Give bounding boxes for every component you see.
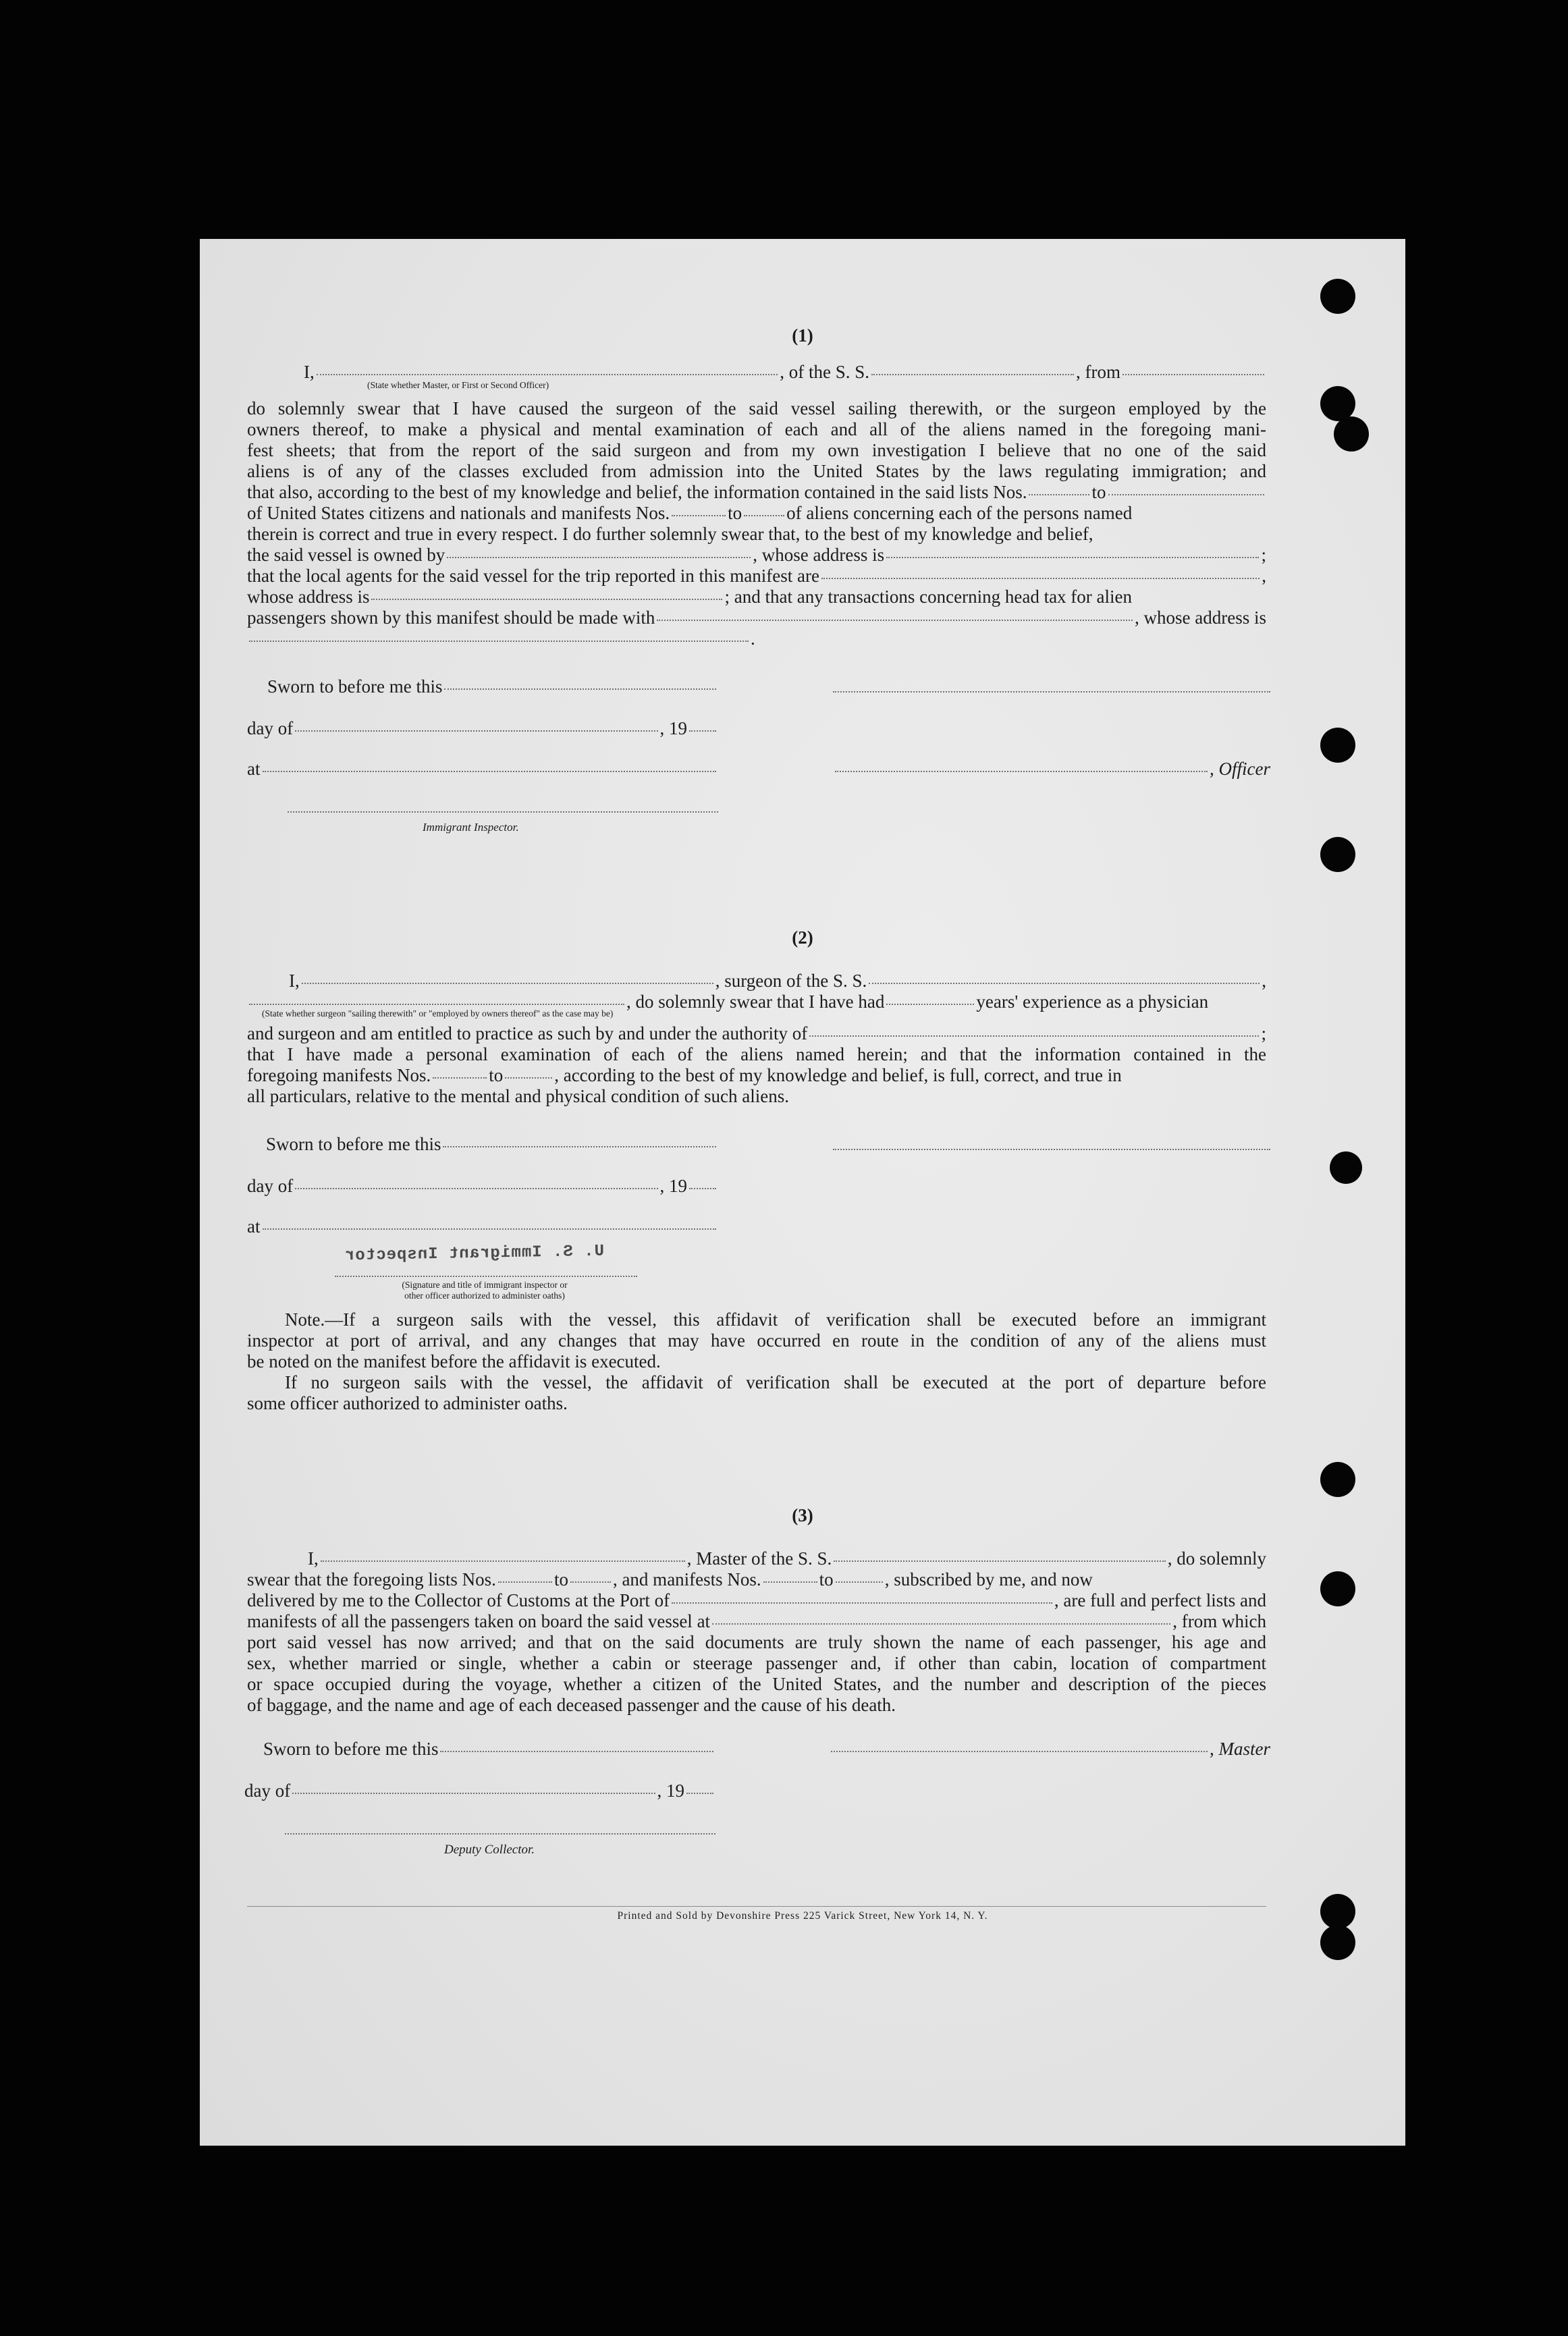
s1-inspector-label: Immigrant Inspector. (423, 821, 519, 834)
from-port-field[interactable] (1123, 374, 1264, 375)
s3-lists-from-field[interactable] (498, 1581, 552, 1583)
s1-sworn-day-field[interactable] (444, 688, 716, 690)
section-3-number: (3) (792, 1505, 813, 1525)
head-tax-contact-field[interactable] (657, 620, 1133, 621)
s2-month-field[interactable] (295, 1188, 657, 1189)
manifests-from-field[interactable] (672, 515, 726, 516)
footer-rule (247, 1906, 1266, 1907)
punch-hole (1320, 1462, 1355, 1497)
s1-officer-line: , Officer (833, 759, 1270, 780)
section-1-header-line: I, , of the S. S. , from (State whether Master, or First or Second Officer) (247, 362, 1266, 391)
agents-address-field[interactable] (371, 599, 722, 600)
years-experience-field[interactable] (886, 1004, 974, 1005)
s2-signature-note: (Signature and title of immigrant inspector or other officer authorized to administer oaths) (402, 1280, 568, 1301)
s2-sworn-day-field[interactable] (443, 1146, 716, 1147)
punch-hole (1320, 728, 1355, 763)
s2-day-line: day of , 19 (247, 1176, 718, 1197)
local-agents-field[interactable] (821, 578, 1260, 579)
master-name-field[interactable] (317, 374, 778, 375)
s2-year-field[interactable] (689, 1188, 716, 1189)
section-3-oath-text: port said vessel has now arrived; and that on the said documents are truly shown the name of each passenger, his age and sex, whether married or single, whether a cabin or steerage passenger and, if other than cabin, location of compartment or space occupied during the voyage, whether a citizen of the United States, and the number and description of the pieces of baggage, and the name and age of each deceased passenger and the cause of his death. (247, 1632, 1266, 1715)
s3-sworn-day-field[interactable] (440, 1751, 713, 1752)
surgeon-status-field[interactable] (249, 1004, 624, 1005)
section-3-fields: I, , Master of the S. S. , do solemnly swear that the foregoing lists Nos. to , and manifests Nos. to , subscribed by me, and now delivered by me to the Collector of Customs at the Port of , are full and perfect lists and manifests of all the passengers taken on board the said vessel at , from which (247, 1548, 1266, 1631)
s3-manifests-from-field[interactable] (763, 1581, 817, 1583)
lists-from-field[interactable] (1029, 494, 1089, 495)
section-2-number: (2) (792, 927, 813, 948)
punch-hole (1320, 1571, 1355, 1606)
s3-vessel-field[interactable] (834, 1560, 1166, 1562)
s2-sworn-line: Sworn to before me this (266, 1134, 718, 1155)
owner-field[interactable] (447, 557, 751, 558)
s3-master-signature-field[interactable] (831, 1751, 1208, 1752)
punch-hole (1320, 1925, 1355, 1960)
manifest-back-page (200, 239, 1405, 2146)
owner-address-field[interactable] (886, 557, 1259, 558)
manifests-to-field[interactable] (744, 515, 784, 516)
contact-address-field[interactable] (249, 641, 749, 642)
printer-credit: Printed and Sold by Devonshire Press 225 Varick Street, New York 14, N. Y. (617, 1910, 988, 1922)
s3-collector-signature-field[interactable] (285, 1833, 715, 1835)
punch-hole (1330, 1151, 1362, 1184)
punch-hole (1320, 837, 1355, 872)
s3-day-line: day of , 19 (244, 1781, 715, 1801)
s2-vessel-field[interactable] (869, 983, 1260, 984)
s1-officer-signature-field[interactable] (835, 771, 1208, 772)
section-1-oath-text: do solemnly swear that I have caused the surgeon of the said vessel sailing therewith, or the surgeon employed by the owners thereof, to make a physical and mental examination of each and all of the aliens named in the foregoing mani- fest sheets; that from the report of the said surgeon and from my own investigation I believe that no one of the said aliens is of any of the classes excluded from admission into the United States by the laws regulating immigration; and (247, 398, 1266, 481)
s1-master-signature-field[interactable] (833, 691, 1270, 692)
authority-field[interactable] (809, 1035, 1259, 1037)
surgeon-note: Note.—If a surgeon sails with the vessel, this affidavit of verification shall be executed before an immigrant inspector at port of arrival, and any changes that may have occurred en route in the condition of any of the aliens must be noted on the manifest before the affidavit is executed. If no surgeon sails with the vessel, the affidavit of verification shall be executed at the port of departure before some officer authorized to administer oaths. (247, 1309, 1266, 1413)
section-2-fields: I, , surgeon of the S. S. , , do solemnly swear that I have had years' experience as a physician (State whether surgeon "sailing therewith" or "employed by owners thereof" as the case may be) and surgeon and am entitled to practice as such by and under the authority of ; that I have made a personal examination of each of the aliens named herein; and that the information contained in the foregoing manifests Nos. to , according to the best of my knowledge and belief, is full, correct, and true in all particulars, relative to the mental and physical condition of such aliens. (247, 971, 1266, 1106)
s1-inspector-signature-field[interactable] (288, 811, 718, 813)
s3-lists-to-field[interactable] (570, 1581, 611, 1583)
section-1-number: (1) (792, 325, 813, 346)
s3-manifests-to-field[interactable] (836, 1581, 883, 1583)
s2-manifests-to-field[interactable] (505, 1077, 552, 1079)
port-field[interactable] (672, 1602, 1052, 1604)
s1-day-line: day of , 19 (247, 718, 718, 739)
s2-signature-field[interactable] (335, 1276, 637, 1277)
s1-year-field[interactable] (689, 730, 716, 732)
s3-master-name-field[interactable] (321, 1560, 685, 1562)
lists-to-field[interactable] (1108, 494, 1265, 495)
punch-hole (1320, 1894, 1355, 1929)
s2-at-line: at (247, 1216, 718, 1237)
embark-port-field[interactable] (712, 1623, 1170, 1625)
s3-collector-label: Deputy Collector. (444, 1843, 535, 1857)
officer-note: (State whether Master, or First or Second Officer) (367, 380, 549, 390)
surgeon-status-note: (State whether surgeon "sailing therewith" or "employed by owners thereof" as the case may be) (262, 1008, 614, 1018)
s2-manifests-from-field[interactable] (433, 1077, 487, 1079)
s3-year-field[interactable] (686, 1793, 713, 1794)
surgeon-name-field[interactable] (302, 983, 713, 984)
s1-month-field[interactable] (295, 730, 657, 732)
inspector-stamp-mirrored: U. S. Immigrant Inspector (344, 1242, 605, 1266)
section-1-fields: that also, according to the best of my knowledge and belief, the information contained in the said lists Nos. to of United States citizens and nationals and manifests Nos. to of aliens concerning each of the persons named therein is correct and true in every respect. I do further solemnly swear that, to the best of my knowledge and belief, the said vessel is owned by , whose address is ; that the local agents for the said vessel for the trip reported in this manifest are , whose address is ; and that any transactions concerning head tax for alien passengers shown by this manifest should be made with , whose address is . (247, 482, 1266, 649)
s3-month-field[interactable] (292, 1793, 655, 1794)
s1-at-line: at (247, 759, 718, 780)
s3-sworn-line: Sworn to before me this (263, 1739, 715, 1760)
s2-surgeon-signature-field[interactable] (833, 1149, 1270, 1150)
s1-place-field[interactable] (263, 771, 717, 772)
s1-sworn-line: Sworn to before me this (267, 676, 718, 697)
s3-master-line: , Master (829, 1739, 1270, 1760)
punch-hole (1320, 279, 1355, 314)
vessel-name-field[interactable] (871, 374, 1074, 375)
s2-place-field[interactable] (263, 1228, 717, 1230)
punch-hole (1334, 416, 1369, 452)
